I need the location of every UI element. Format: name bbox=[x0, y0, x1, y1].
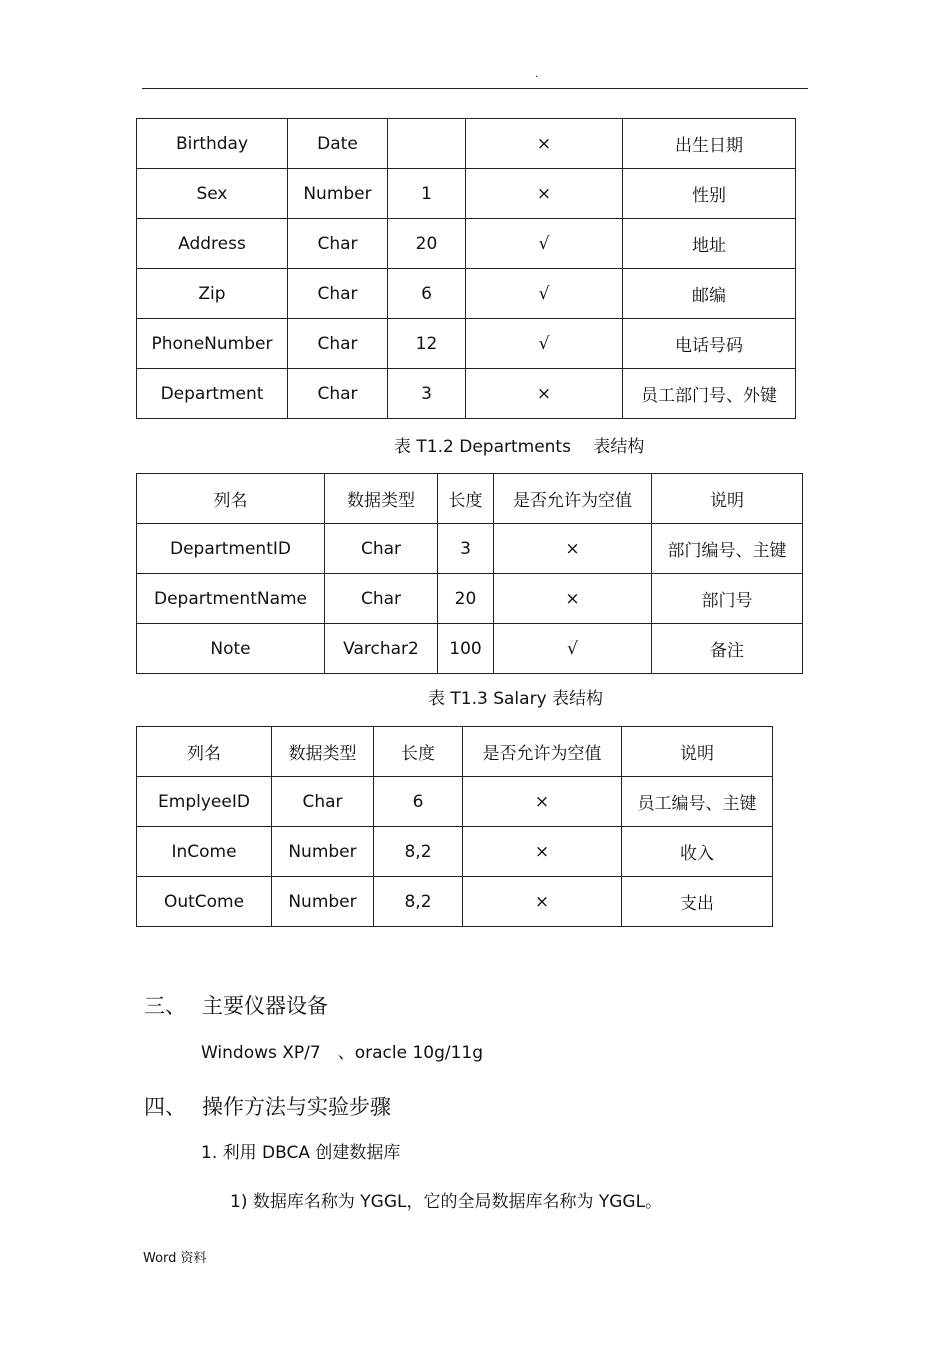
table-cell: 6 bbox=[388, 269, 466, 319]
equipment-text: Windows XP/7 、oracle 10g/11g bbox=[201, 1043, 484, 1063]
table-cell: Date bbox=[288, 119, 388, 169]
column-header: 长度 bbox=[374, 727, 463, 777]
section-3-heading bbox=[144, 994, 328, 1018]
table-cell: √ bbox=[466, 219, 623, 269]
table-row bbox=[137, 524, 803, 574]
table-cell: × bbox=[466, 119, 623, 169]
table-cell: DepartmentID bbox=[137, 524, 325, 574]
table-cell: × bbox=[466, 369, 623, 419]
table-cell: Sex bbox=[137, 169, 288, 219]
table-cell: Char bbox=[288, 269, 388, 319]
table-row bbox=[137, 777, 773, 827]
table-cell: Birthday bbox=[137, 119, 288, 169]
section-title: 主要仪器设备 bbox=[202, 994, 328, 1018]
table-cell: 部门号 bbox=[652, 574, 803, 624]
header-rule bbox=[142, 88, 808, 89]
table-cell: √ bbox=[494, 624, 652, 674]
table-cell: × bbox=[463, 827, 622, 877]
table-cell: 部门编号、主键 bbox=[652, 524, 803, 574]
table-cell: EmplyeeID bbox=[137, 777, 272, 827]
header-mark: . bbox=[535, 69, 539, 80]
table-cell: 100 bbox=[438, 624, 494, 674]
table-cell: 6 bbox=[374, 777, 463, 827]
table-row bbox=[137, 319, 796, 369]
table-cell: 12 bbox=[388, 319, 466, 369]
column-header: 长度 bbox=[438, 474, 494, 524]
table-row bbox=[137, 624, 803, 674]
table-cell: DepartmentName bbox=[137, 574, 325, 624]
table-cell: 员工编号、主键 bbox=[622, 777, 773, 827]
table-row bbox=[137, 877, 773, 927]
table-cell: × bbox=[466, 169, 623, 219]
table-cell: 支出 bbox=[622, 877, 773, 927]
table-cell: Address bbox=[137, 219, 288, 269]
table-cell: 备注 bbox=[652, 624, 803, 674]
table-cell: 性别 bbox=[623, 169, 796, 219]
section-number: 四、 bbox=[144, 1095, 186, 1119]
table-cell: 3 bbox=[438, 524, 494, 574]
column-header: 是否允许为空值 bbox=[494, 474, 652, 524]
column-header: 说明 bbox=[652, 474, 803, 524]
table-cell: OutCome bbox=[137, 877, 272, 927]
table-cell: 1 bbox=[388, 169, 466, 219]
table-row bbox=[137, 827, 773, 877]
step-1a-text: 1) 数据库名称为 YGGL，它的全局数据库名称为 YGGL。 bbox=[230, 1192, 663, 1212]
table-cell: √ bbox=[466, 319, 623, 369]
table-cell: 8,2 bbox=[374, 827, 463, 877]
table-cell: 8,2 bbox=[374, 877, 463, 927]
table-row bbox=[137, 119, 796, 169]
column-header: 数据类型 bbox=[325, 474, 438, 524]
table-cell: Char bbox=[288, 369, 388, 419]
table-cell: × bbox=[494, 574, 652, 624]
table-cell: × bbox=[494, 524, 652, 574]
column-header: 是否允许为空值 bbox=[463, 727, 622, 777]
table-cell: 员工部门号、外键 bbox=[623, 369, 796, 419]
table-row bbox=[137, 219, 796, 269]
section-number: 三、 bbox=[144, 994, 186, 1018]
column-header: 列名 bbox=[137, 727, 272, 777]
table-cell: 3 bbox=[388, 369, 466, 419]
table-header-row bbox=[137, 474, 803, 524]
table-header-row bbox=[137, 727, 773, 777]
table-cell: × bbox=[463, 877, 622, 927]
table-row bbox=[137, 269, 796, 319]
table-cell: Number bbox=[272, 877, 374, 927]
departments-table bbox=[136, 473, 803, 674]
table-cell: 电话号码 bbox=[623, 319, 796, 369]
table-cell: InCome bbox=[137, 827, 272, 877]
departments-table-caption: 表 T1.2 Departments 表结构 bbox=[394, 437, 645, 457]
table-cell: Varchar2 bbox=[325, 624, 438, 674]
step-1-text: 1. 利用 DBCA 创建数据库 bbox=[201, 1143, 401, 1163]
table-cell: √ bbox=[466, 269, 623, 319]
table-cell: Char bbox=[325, 574, 438, 624]
table-cell: 出生日期 bbox=[623, 119, 796, 169]
table-cell: 地址 bbox=[623, 219, 796, 269]
table-cell: 邮编 bbox=[623, 269, 796, 319]
column-header: 数据类型 bbox=[272, 727, 374, 777]
table-cell: Char bbox=[325, 524, 438, 574]
column-header: 列名 bbox=[137, 474, 325, 524]
table-row bbox=[137, 169, 796, 219]
table-cell: Char bbox=[272, 777, 374, 827]
table-cell: 20 bbox=[438, 574, 494, 624]
table-row bbox=[137, 369, 796, 419]
salary-table bbox=[136, 726, 773, 927]
table-cell: × bbox=[463, 777, 622, 827]
page-footer: Word 资料 bbox=[143, 1251, 207, 1266]
table-cell: Note bbox=[137, 624, 325, 674]
column-header: 说明 bbox=[622, 727, 773, 777]
table-cell: Number bbox=[272, 827, 374, 877]
table-row bbox=[137, 574, 803, 624]
salary-table-caption: 表 T1.3 Salary 表结构 bbox=[428, 689, 604, 709]
table-cell bbox=[388, 119, 466, 169]
employees-table-continued bbox=[136, 118, 796, 419]
table-cell: Number bbox=[288, 169, 388, 219]
table-cell: Zip bbox=[137, 269, 288, 319]
table-cell: Char bbox=[288, 219, 388, 269]
table-cell: 20 bbox=[388, 219, 466, 269]
section-title: 操作方法与实验步骤 bbox=[202, 1095, 391, 1119]
table-cell: Department bbox=[137, 369, 288, 419]
table-cell: PhoneNumber bbox=[137, 319, 288, 369]
table-cell: 收入 bbox=[622, 827, 773, 877]
section-4-heading bbox=[144, 1095, 391, 1119]
table-cell: Char bbox=[288, 319, 388, 369]
